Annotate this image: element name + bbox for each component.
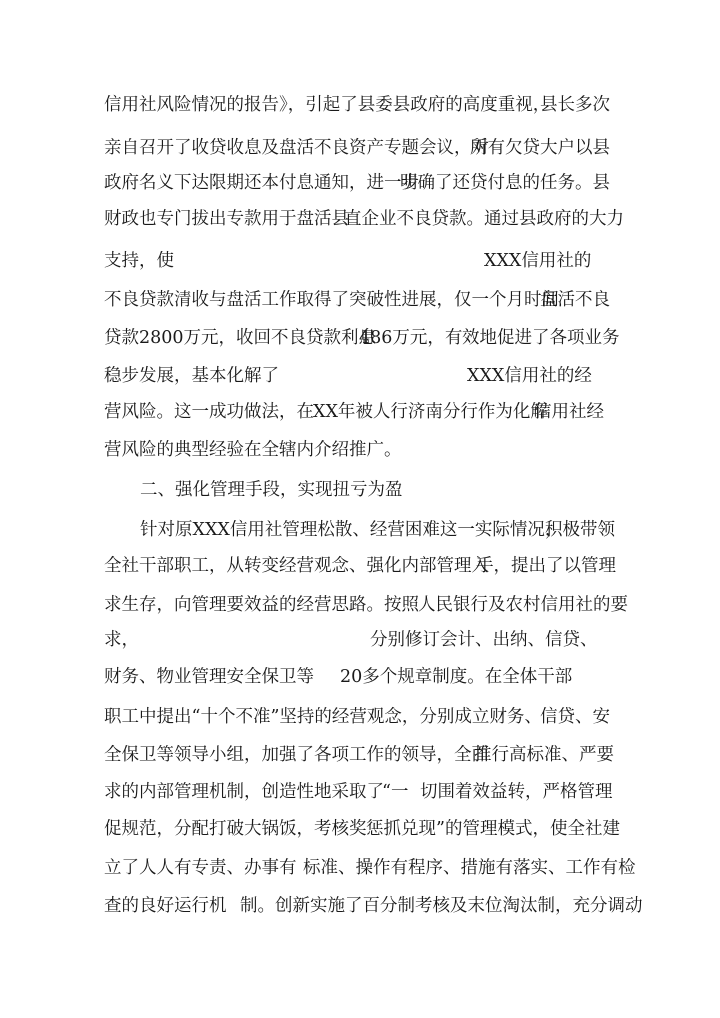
text-line xyxy=(0,397,720,427)
text-segment: 稳步发展，基本化解了 xyxy=(104,366,279,386)
text-segment: 立了人人有专责、办事有 xyxy=(104,858,297,878)
text-line xyxy=(0,168,720,198)
text-segment: 直企业不良贷款。通过县政府的大力 xyxy=(344,209,624,229)
section-heading xyxy=(0,475,720,505)
text-segment: 全保卫等领导小组，加强了各项工作的领导，全面 xyxy=(104,745,489,765)
text-segment: 查的良好运行机 xyxy=(104,896,227,916)
text-line xyxy=(0,435,720,465)
text-line xyxy=(0,246,720,276)
text-segment: 制。创新实施了百分制考核及末位淘汰制，充分调动 xyxy=(240,896,643,916)
text-segment: XXX信用社的 xyxy=(484,251,592,271)
text-segment: 盘活不良 xyxy=(540,290,610,310)
text-segment: 亲自召开了收贷收息及盘活不良资产专题会议，对 xyxy=(104,138,489,158)
text-segment: XXX信用社的经 xyxy=(467,366,592,386)
text-line xyxy=(0,361,720,391)
text-segment: 手，提出了以管理 xyxy=(476,556,616,576)
text-segment: 营风险。这一成功做法，在 xyxy=(104,402,314,422)
text-segment: 积极带领 xyxy=(545,520,615,540)
text-segment: 促规范，分配打破大锅饭，考核奖 xyxy=(104,819,367,839)
text-segment: 全社干部职工，从转变经营观念、强化内部管理入 xyxy=(104,556,489,576)
text-segment: 486万元，有 xyxy=(359,328,463,348)
text-line xyxy=(0,590,720,620)
section-heading-text: 二、强化管理手段，实现扭亏为盈 xyxy=(140,480,403,500)
text-segment: 营风险的典型经验在全辖内介绍推广。 xyxy=(104,440,402,460)
text-line xyxy=(0,285,720,315)
text-line xyxy=(0,515,720,545)
text-segment: 明确了还贷付息的任务。县 xyxy=(400,173,610,193)
text-segment: 不良贷款清收与盘活工作取得了突破性进展，仅一个月时间 xyxy=(104,290,559,310)
text-segment: 政府名义下达限期还本付息通知，进一步 xyxy=(104,173,419,193)
text-line xyxy=(0,625,720,655)
text-segment: 信用社经 xyxy=(534,402,604,422)
text-line xyxy=(0,853,720,883)
text-segment: 求， xyxy=(104,630,139,650)
text-segment: 切围着效益转，严格管理 xyxy=(420,782,613,802)
text-line xyxy=(0,777,720,807)
text-segment: 惩抓兑现”的管理模式，使全社建 xyxy=(366,819,620,839)
text-line xyxy=(0,551,720,581)
text-line xyxy=(0,702,720,732)
text-segment: 财务、物业管理安全保卫等 xyxy=(104,667,314,687)
text-segment: 贷款2800万元，收回不良贷款利息 xyxy=(104,328,377,348)
text-line xyxy=(0,133,720,163)
text-segment: 县长多次 xyxy=(540,95,610,115)
text-segment: 财政也专门拔出专款用于盘活县 xyxy=(104,209,349,229)
text-segment: 支持，使 xyxy=(104,251,174,271)
text-segment: 求生存，向管理要效益的经营思路。按照 xyxy=(104,595,419,615)
text-segment: 分别修订会计、出纳、信贷、 xyxy=(370,630,598,650)
text-line xyxy=(0,814,720,844)
text-line xyxy=(0,740,720,770)
text-segment: 信贷、安 xyxy=(540,707,610,727)
text-segment: 标准、操作有程序、措施有落实、工作有检 xyxy=(303,858,636,878)
text-segment: “一 xyxy=(382,782,409,802)
text-segment: 求的内部管理机制，创造性地采取了 xyxy=(104,782,384,802)
text-segment: 信用社风险情况的报告》，引起了县委县政府的高度重视， xyxy=(104,95,551,115)
text-line xyxy=(0,323,720,353)
text-segment: 职工中提出“十个不准”坚持的经营观念，分别成立财务、 xyxy=(104,707,542,727)
text-segment: 20多个规章制度。在全体干部 xyxy=(340,667,573,687)
text-segment: 人民银行及农村信用社的要 xyxy=(418,595,628,615)
text-line xyxy=(0,90,720,120)
text-segment: 针对原XXX信用社管理松散、经营困难这一实际情况， xyxy=(140,520,563,540)
text-segment: 推行高标准、严要 xyxy=(474,745,614,765)
text-segment: 所有欠贷大户以县 xyxy=(470,138,610,158)
text-segment: 效地促进了各项业务 xyxy=(462,328,620,348)
text-line xyxy=(0,891,720,921)
text-line xyxy=(0,204,720,234)
text-segment: XX年被人行济南分行作为化解 xyxy=(313,402,548,422)
text-line xyxy=(0,662,720,692)
